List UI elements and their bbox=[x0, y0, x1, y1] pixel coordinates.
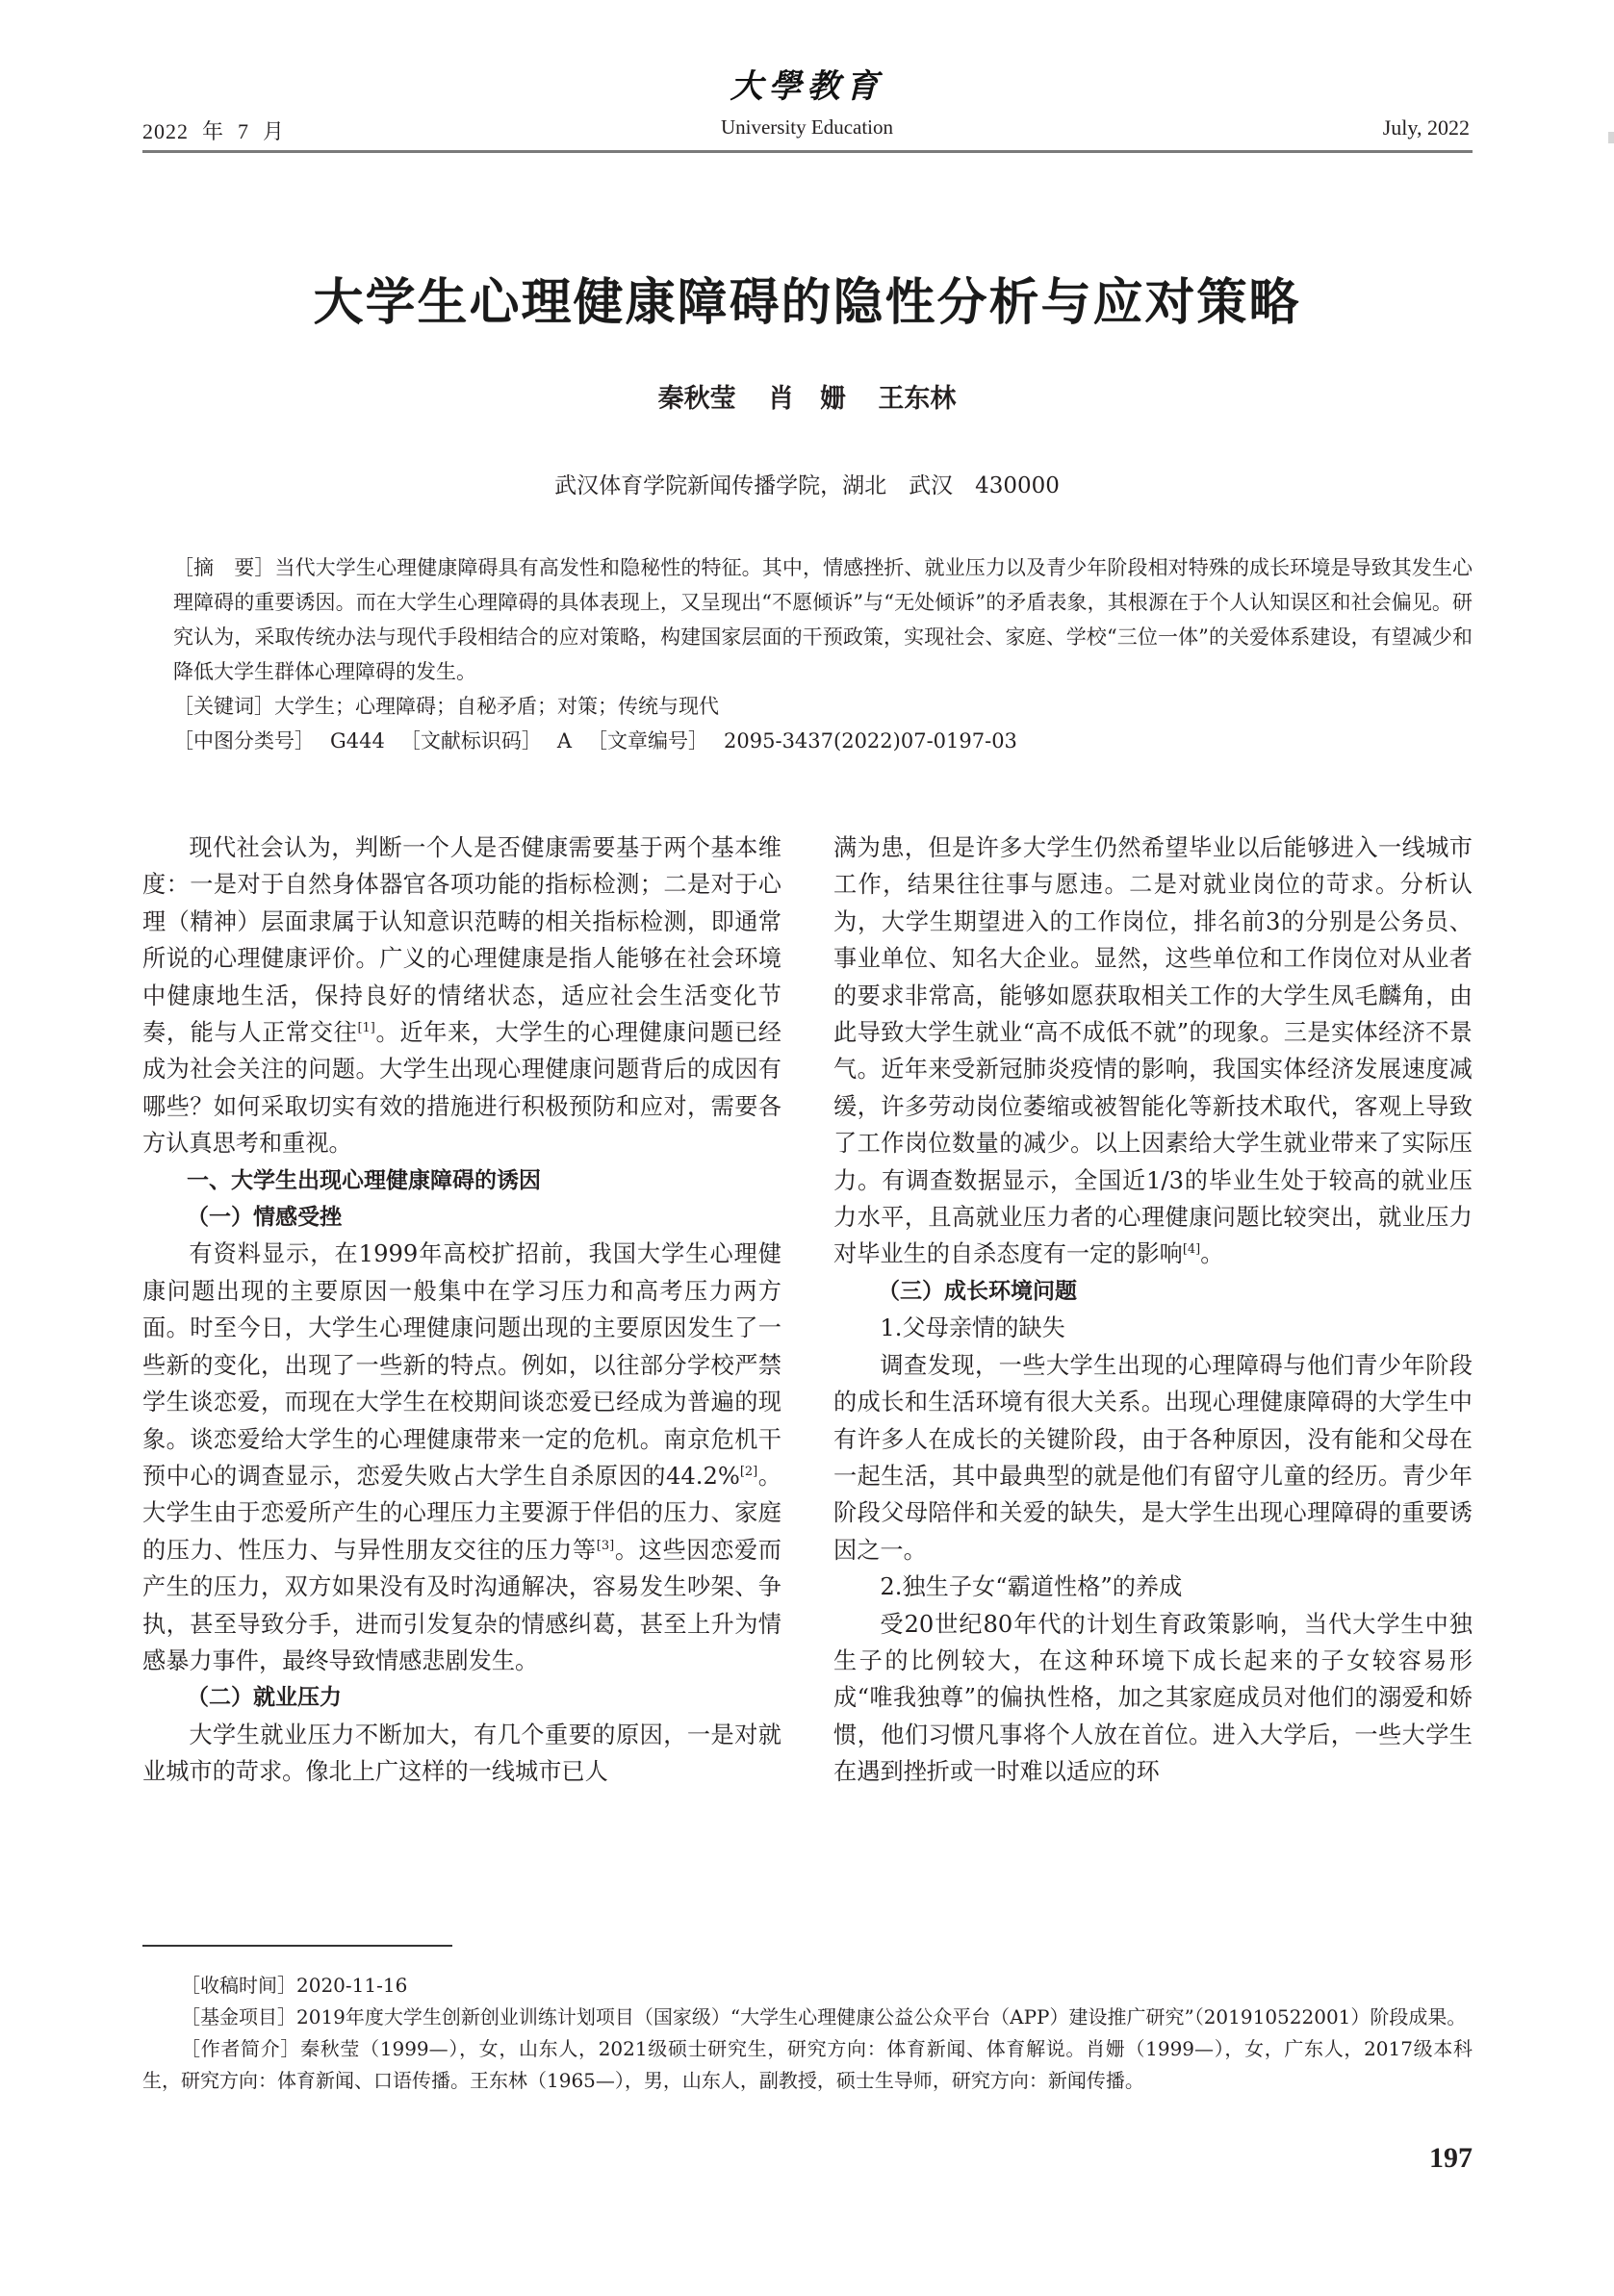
footnote-text: 2019年度大学生创新创业训练计划项目（国家级）“大学生心理健康公益公众平台（APP）建设推广研究”（201910522001）阶段成果。 bbox=[296, 2005, 1467, 2028]
scrollbar-thumb[interactable] bbox=[1608, 132, 1614, 143]
author-name: 王东林 bbox=[878, 384, 957, 414]
footnote-text: 秦秋莹（1999—），女，山东人，2021级硕士研究生，研究方向：体育新闻、体育解说。肖姗（1999—），女，广东人，2017级本科生，研究方向：体育新闻、口语传播。王东林（1965—），男，山东人，副教授，硕士生导师，研究方向：新闻传播。 bbox=[142, 2037, 1473, 2092]
author-affiliation: 武汉体育学院新闻传播学院，湖北 武汉 430000 bbox=[554, 473, 1060, 498]
footnote-received bbox=[142, 1970, 1473, 2002]
doc-code-value: A bbox=[556, 729, 573, 753]
issue-year: 2022 bbox=[142, 119, 189, 143]
clc-label: ［中图分类号］ bbox=[173, 729, 315, 753]
subsubsection-heading: 1.父母亲情的缺失 bbox=[880, 1314, 1065, 1342]
issue-date-en: July, 2022 bbox=[1382, 115, 1470, 140]
paragraph-text: 有资料显示，在1999年高校扩招前，我国大学生心理健康问题出现的主要原因一般集中在学习压力和高考压力两方面。时至今日，大学生心理健康问题出现的主要原因发生了一些新的变化，出现了一些新的特点。例如，以往部分学校严禁学生谈恋爱，而现在大学生在校期间谈恋爱已经成为普遍的现象。谈恋爱给大学生的心理健康带来一定的危机。南京危机干预中心的调查显示，恋爱失败占大学生自杀原因的44.2% bbox=[142, 1240, 781, 1490]
journal-name-en: University Education bbox=[720, 115, 894, 139]
keywords-text: 大学生；心理障碍；自秘矛盾；对策；传统与现代 bbox=[274, 695, 719, 718]
body-paragraph: 受20世纪80年代的计划生育政策影响，当代大学生中独生子的比例较大，在这种环境下成长起来的子女较容易形成“唯我独尊”的偏执性格，加之其家庭成员对他们的溺爱和娇惯，他们习惯凡事将个人放在首位。进入大学后，一些大学生在遇到挫折或一时难以适应的环 bbox=[833, 1610, 1473, 1786]
footnote-label: ［收稿时间］ bbox=[181, 1974, 296, 1997]
paragraph-text: 。这些因恋爱而产生的压力，双方如果没有及时沟通解决，容易发生吵架、争执，甚至导致分手，进而引发复杂的情感纠葛，甚至上升为情感暴力事件，最终导致情感悲剧发生。 bbox=[142, 1536, 781, 1674]
body-paragraph: 大学生就业压力不断加大，有几个重要的原因，一是对就业城市的苛求。像北上广这样的一线城市已人 bbox=[142, 1721, 781, 1786]
subsection-heading: （三）成长环境问题 bbox=[878, 1277, 1077, 1304]
intro-paragraph bbox=[142, 829, 781, 1162]
paragraph-text: 。近年来，大学生的心理健康问题已经成为社会关注的问题。大学生出现心理健康问题背后的成因有哪些？如何采取切实有效的措施进行积极预防和应对，需要各方认真思考和重视。 bbox=[142, 1019, 781, 1158]
paragraph-text: 满为患，但是许多大学生仍然希望毕业以后能够进入一线城市工作，结果往往事与愿违。二是对就业岗位的苛求。分析认为，大学生期望进入的工作岗位，排名前3的分别是公务员、事业单位、知名大企业。显然，这些单位和工作岗位对从业者的要求非常高，能够如愿获取相关工作的大学生凤毛麟角，由此导致大学生就业“高不成低不就”的现象。三是实体经济不景气。近年来受新冠肺炎疫情的影响，我国实体经济发展速度减缓，许多劳动岗位萎缩或被智能化等新技术取代，客观上导致了工作岗位数量的减少。以上因素给大学生就业带来了实际压力。有调查数据显示，全国近1/3的毕业生处于较高的就业压力水平，且高就业压力者的心理健康问题比较突出，就业压力对毕业生的自杀态度有一定的影响 bbox=[833, 834, 1473, 1268]
author-list bbox=[0, 377, 1614, 415]
footnote-fund bbox=[142, 2002, 1473, 2033]
body-paragraph bbox=[142, 1236, 781, 1679]
body-paragraph: 调查发现，一些大学生出现的心理障碍与他们青少年阶段的成长和生活环境有很大关系。出现心理健康障碍的大学生中有许多人在成长的关键阶段，由于各种原因，没有能和父母在一起生活，其中最典型的就是他们有留守儿童的经历。青少年阶段父母陪伴和关爱的缺失，是大学生出现心理障碍的重要诱因之一。 bbox=[833, 1351, 1473, 1564]
article-no-label: ［文章编号］ bbox=[587, 729, 709, 753]
clc-value: G444 bbox=[330, 729, 385, 753]
classification-line bbox=[173, 724, 1017, 758]
journal-logo: 大學教育 bbox=[730, 67, 884, 106]
abstract bbox=[173, 550, 1473, 689]
footnote-label: ［基金项目］ bbox=[181, 2005, 296, 2028]
paragraph-text: 。 bbox=[1200, 1240, 1224, 1268]
paragraph-text: 现代社会认为，判断一个人是否健康需要基于两个基本维度：一是对于自然身体器官各项功能的指标检测；二是对于心理（精神）层面隶属于认知意识范畴的相关指标检测，即通常所说的心理健康评价。广义的心理健康是指人能够在社会环境中健康地生活，保持良好的情绪状态，适应社会生活变化节奏，能与人正常交往 bbox=[142, 834, 781, 1047]
citation-ref: [3] bbox=[596, 1538, 615, 1553]
issue-month: 7 bbox=[238, 119, 250, 143]
subsection-heading: （二）就业压力 bbox=[187, 1684, 342, 1711]
footnotes bbox=[142, 1970, 1473, 2097]
footnote-text: 2020-11-16 bbox=[296, 1974, 408, 1997]
header-rule bbox=[142, 150, 1473, 153]
author-name: 肖 姗 bbox=[768, 384, 846, 414]
paragraph-text: 。大学生由于恋爱所产生的心理压力主要源于伴侣的压力、家庭的压力、性压力、与异性朋友交往的压力等 bbox=[142, 1462, 781, 1564]
citation-ref: [4] bbox=[1182, 1242, 1201, 1258]
subsection-heading: （一）情感受挫 bbox=[187, 1204, 342, 1231]
footnote-author bbox=[142, 2033, 1473, 2097]
keywords bbox=[173, 689, 719, 724]
body-column-right bbox=[833, 829, 1473, 1791]
abstract-text: 当代大学生心理健康障碍具有高发性和隐秘性的特征。其中，情感挫折、就业压力以及青少年阶段相对特殊的成长环境是导致其发生心理障碍的重要诱因。而在大学生心理障碍的具体表现上，又呈现出“不愿倾诉”与“无处倾诉”的矛盾表象，其根源在于个人认知误区和社会偏见。研究认为，采取传统办法与现代手段相结合的应对策略，构建国家层面的干预政策，实现社会、家庭、学校“三位一体”的关爱体系建设，有望减少和降低大学生群体心理障碍的发生。 bbox=[173, 556, 1473, 683]
doc-code-label: ［文献标识码］ bbox=[399, 729, 542, 753]
body-paragraph-continued bbox=[833, 829, 1473, 1273]
footnote-label: ［作者简介］ bbox=[181, 2037, 301, 2060]
month-char: 月 bbox=[263, 119, 286, 143]
year-char: 年 bbox=[202, 119, 225, 143]
abstract-label: ［摘 要］ bbox=[173, 556, 275, 579]
author-name: 秦秋莹 bbox=[657, 384, 736, 414]
article-no-value: 2095-3437(2022)07-0197-03 bbox=[724, 729, 1017, 753]
citation-ref: [2] bbox=[739, 1464, 758, 1479]
article-title: 大学生心理健康障碍的隐性分析与应对策略 bbox=[313, 274, 1301, 332]
section-heading: 一、大学生出现心理健康障碍的诱因 bbox=[187, 1167, 541, 1193]
citation-ref: [1] bbox=[357, 1021, 375, 1036]
footnote-rule bbox=[142, 1945, 452, 1947]
subsubsection-heading: 2.独生子女“霸道性格”的养成 bbox=[880, 1573, 1183, 1601]
page-number: 197 bbox=[1429, 2142, 1473, 2174]
keywords-label: ［关键词］ bbox=[173, 695, 274, 718]
body-column-left bbox=[142, 829, 781, 1791]
